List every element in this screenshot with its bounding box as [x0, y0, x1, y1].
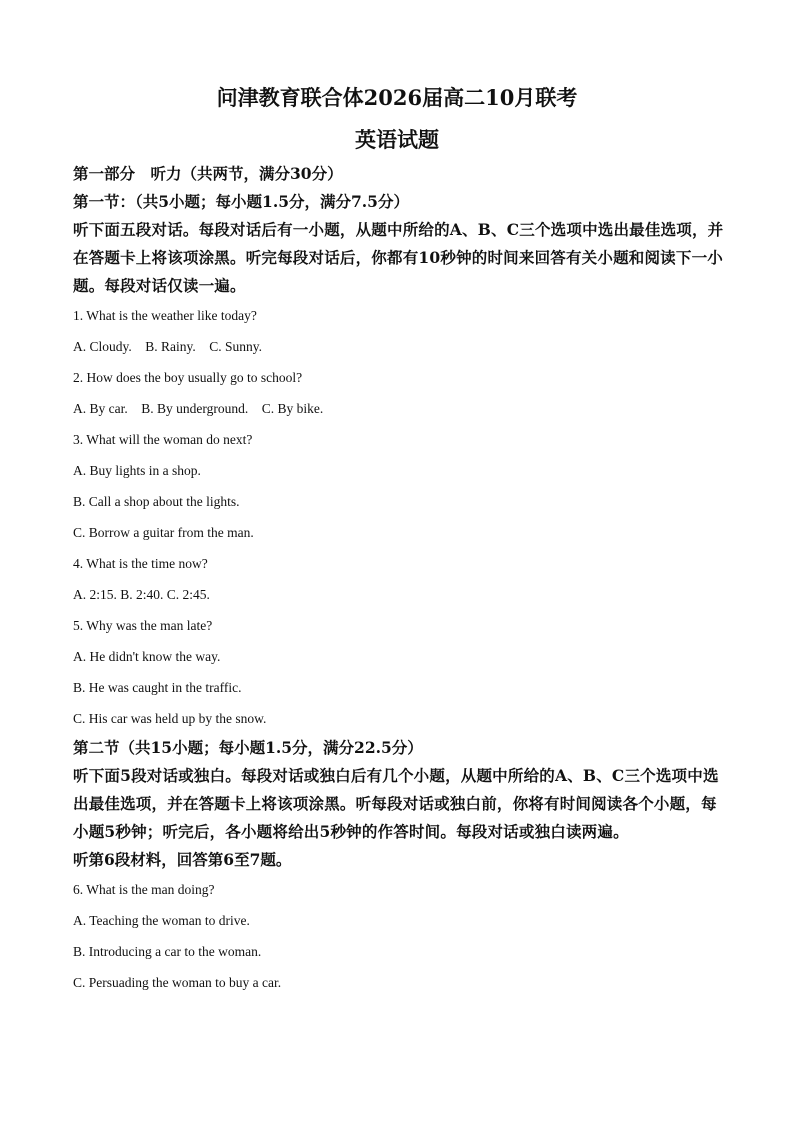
section2-questions	[73, 874, 727, 998]
section1-questions	[73, 300, 727, 734]
question-option: A. Buy lights in a shop.	[73, 463, 201, 478]
question-option: B. Call a shop about the lights.	[73, 494, 240, 509]
section2-heading: 第二节（共15小题；每小题1.5分，满分22.5分）	[73, 738, 423, 757]
question-stem: 1. What is the weather like today?	[73, 308, 257, 323]
question-option: C. Borrow a guitar from the man.	[73, 525, 254, 540]
question-options: A. By car. B. By underground. C. By bike.	[73, 401, 324, 416]
question-stem: 3. What will the woman do next?	[73, 432, 253, 447]
question-option: B. He was caught in the traffic.	[73, 680, 242, 695]
question-option: C. His car was held up by the snow.	[73, 711, 267, 726]
section1-instructions: 听下面五段对话。每段对话后有一小题，从题中所给的A、B、C三个选项中选出最佳选项，并在答题卡上将该项涂黑。听完每段对话后，你都有10秒钟的时间来回答有关小题和阅读下一小题。每段对话仅读一遍。	[73, 220, 724, 295]
question-options: A. 2:15. B. 2:40. C. 2:45.	[73, 587, 210, 602]
section1-heading: 第一节：（共5小题；每小题1.5分，满分7.5分）	[73, 192, 409, 211]
part1-heading: 第一部分 听力（共两节，满分30分）	[73, 164, 343, 183]
question-option: A. Teaching the woman to drive.	[73, 913, 250, 928]
question-stem: 5. Why was the man late?	[73, 618, 213, 633]
exam-subtitle: 英语试题	[355, 127, 439, 152]
material-heading: 听第6段材料，回答第6至7题。	[73, 850, 292, 869]
question-stem: 2. How does the boy usually go to school?	[73, 370, 303, 385]
section2-instructions: 听下面5段对话或独白。每段对话或独白后有几个小题，从题中所给的A、B、C三个选项中选出最佳选项，并在答题卡上将该项涂黑。听每段对话或独白前，你将有时间阅读各个小题，每小题5秒钟；听完后，各小题将给出5秒钟的作答时间。每段对话或独白读两遍。	[73, 766, 719, 841]
question-stem: 4. What is the time now?	[73, 556, 208, 571]
question-option: B. Introducing a car to the woman.	[73, 944, 262, 959]
exam-content	[73, 160, 727, 998]
question-stem: 6. What is the man doing?	[73, 882, 215, 897]
question-option: A. He didn't know the way.	[73, 649, 221, 664]
exam-title: 问津教育联合体2026届高二10月联考	[216, 85, 578, 110]
question-option: C. Persuading the woman to buy a car.	[73, 975, 282, 990]
question-options: A. Cloudy. B. Rainy. C. Sunny.	[73, 339, 263, 354]
